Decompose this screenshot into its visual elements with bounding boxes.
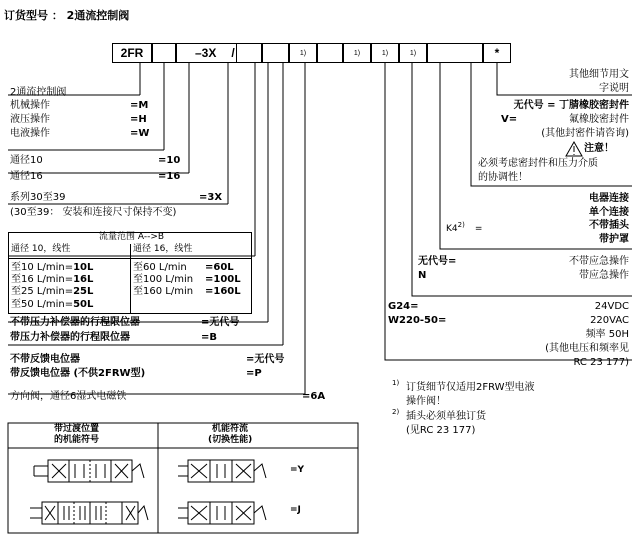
footnote1-line1: 订货细节仅适用2FRW型电液 <box>406 382 535 393</box>
footnote1-mark: 1) <box>392 379 400 387</box>
code-box-connector: 1) <box>399 43 427 63</box>
code-box-stroke <box>262 43 289 63</box>
sym-col2-head1: 机能符流 <box>212 424 249 434</box>
pot-none-code: =无代号 <box>246 354 285 365</box>
mech-label: 机械操作 <box>10 100 50 111</box>
emerg-n: 带应急操作 <box>579 270 629 281</box>
elec-connection-4: 带护罩 <box>599 234 629 245</box>
footnote1-line2: 操作阀！ <box>406 396 446 407</box>
flow-left-3-label: 至50 L/min= <box>11 299 74 310</box>
valve-symbol-j-transition-icon <box>30 502 148 524</box>
code-box-flow <box>236 43 262 63</box>
w220-code: W220-50= <box>388 315 447 326</box>
seal-v-code: V= <box>501 114 518 125</box>
size10-linear: 通径 10，线性 <box>11 244 71 254</box>
elec-code: =W <box>130 128 150 139</box>
emerg-none-code: 无代号= <box>418 256 457 267</box>
pot-p-label: 带反馈电位器 (不供2FRW型) <box>10 368 146 379</box>
flow-range-table <box>8 232 252 314</box>
flow-left-0-code: 10L <box>73 262 94 273</box>
size16-code: =16 <box>158 171 181 182</box>
g24-value: 24VDC <box>594 301 629 312</box>
dir-valve-label: 方向阀，通径6湿式电磁铁 <box>10 391 127 402</box>
seal-note: (其他封密件请咨询) <box>541 128 629 139</box>
code-box-actuation <box>152 43 176 63</box>
stroke-b-label: 带压力补偿器的行程限位器 <box>10 332 130 343</box>
flow-right-2-label: 至160 L/min <box>133 286 194 297</box>
code-box-seal <box>427 43 483 63</box>
sym-col2-head2: (切换性能) <box>208 435 253 445</box>
function-symbol-icons <box>176 452 276 532</box>
emerg-none: 不带应急操作 <box>569 256 629 267</box>
code-box-emergency: 1) <box>371 43 399 63</box>
rc-ref: RC 23 177) <box>573 357 629 368</box>
other-details-2: 字说明 <box>599 83 629 94</box>
footnote2-mark: 2) <box>392 408 400 416</box>
code-box-2fr: 2FR <box>112 43 152 63</box>
page-title: 订货型号 ： 2通流控制阀 <box>4 9 130 22</box>
k4-sup: 2) <box>457 221 465 229</box>
code-box-dir <box>317 43 343 63</box>
hyd-label: 液压操作 <box>10 114 50 125</box>
other-details-1: 其他细节用文 <box>569 69 629 80</box>
flow-left-1-label: 至16 L/min= <box>11 274 74 285</box>
frequency: 频率 50H <box>585 329 629 340</box>
elec-connection-1: 电器连接 <box>589 193 629 204</box>
mech-code: =M <box>130 100 149 111</box>
elec-label: 电液操作 <box>10 128 50 139</box>
flow-right-1-code: =100L <box>205 274 241 285</box>
transition-symbol-icons <box>30 452 150 532</box>
flow-left-3-code: 50L <box>73 299 94 310</box>
valve-symbol-y-transition-icon <box>34 460 144 482</box>
stroke-none-code: =无代号 <box>201 317 240 328</box>
code-box-pot: 1) <box>289 43 317 63</box>
valve-type-label: 2通流控制阀 <box>10 87 67 98</box>
elec-connection-2: 单个连接 <box>589 207 629 218</box>
series-note: (30至39： 安装和连接尺寸保持不变) <box>10 207 177 218</box>
y-code: =Y <box>290 465 305 475</box>
code-box-asterisk: * <box>483 43 511 63</box>
size16-label: 通径16 <box>10 171 43 182</box>
code-box-voltage: 1) <box>343 43 371 63</box>
dir-valve-code: =6A <box>302 391 326 402</box>
flow-title: 流量范围 A-->B <box>99 232 165 242</box>
seal-none: 无代号 = 丁腈橡胶密封件 <box>513 100 629 111</box>
series-label: 系列30至39 <box>10 192 66 203</box>
valve-symbol-y-function-icon <box>178 460 266 482</box>
size10-label: 通径10 <box>10 155 43 166</box>
flow-left-1-code: 16L <box>73 274 94 285</box>
code-box-series: –3X <box>176 43 236 63</box>
elec-connection-3: 不带插头 <box>589 220 629 231</box>
flow-right-2-code: =160L <box>205 286 241 297</box>
flow-right-1-label: 至100 L/min <box>133 274 194 285</box>
j-code: =J <box>290 505 301 515</box>
flow-left-2-code: 25L <box>73 286 94 297</box>
pot-p-code: =P <box>246 368 262 379</box>
g24-code: G24= <box>388 301 419 312</box>
valve-symbol-j-function-icon <box>178 502 266 524</box>
flow-left-2-label: 至25 L/min= <box>11 286 74 297</box>
k4-eq: = <box>474 224 483 234</box>
k4-code: K4 <box>446 224 458 234</box>
w220-value: 220VAC <box>590 315 629 326</box>
series-code: =3X <box>199 192 223 203</box>
size16-linear: 通径 16，线性 <box>133 244 193 254</box>
sym-col1-head2: 的机能符号 <box>54 435 100 445</box>
footnote2-line2: (见RC 23 177) <box>406 425 476 436</box>
warning-title: 注意！ <box>584 143 614 154</box>
seal-v: 氟橡胶密封件 <box>569 114 629 125</box>
stroke-b-code: =B <box>201 332 218 343</box>
footnote2-line1: 插头必须单独订货 <box>406 411 486 422</box>
flow-left-0-label: 至10 L/min= <box>11 262 74 273</box>
sym-col1-head1: 带过渡位置 <box>54 424 100 434</box>
hyd-code: =H <box>130 114 147 125</box>
stroke-none-label: 不带压力补偿器的行程限位器 <box>10 317 140 328</box>
size10-code: =10 <box>158 155 181 166</box>
flow-right-0-code: =60L <box>205 262 234 273</box>
warning-line2: 的协调性！ <box>478 172 528 183</box>
warning-line1: 必须考虑密封件和压力介质 <box>478 158 598 169</box>
emerg-n-code: N <box>418 270 427 281</box>
code-box-slash: / <box>231 46 235 60</box>
flow-right-0-label: 至60 L/min <box>133 262 187 273</box>
pot-none-label: 不带反馈电位器 <box>10 354 80 365</box>
other-voltage: (其他电压和频率见 <box>545 343 629 354</box>
